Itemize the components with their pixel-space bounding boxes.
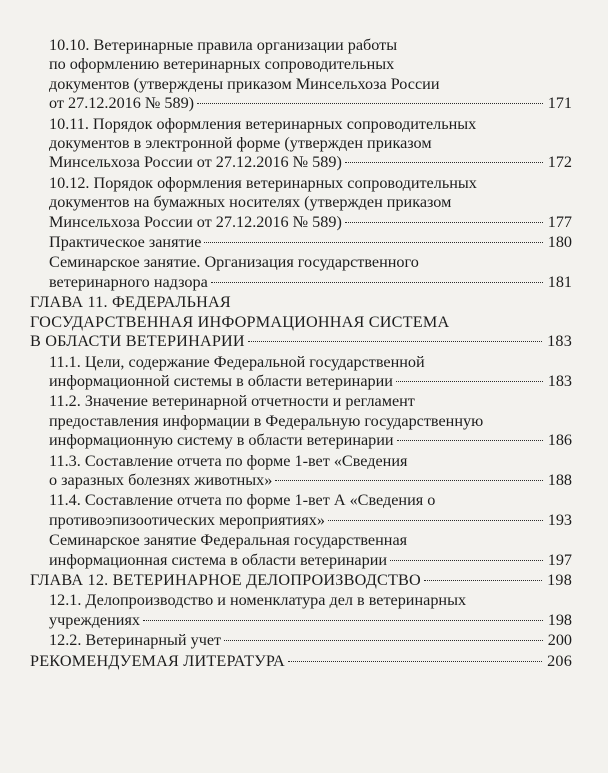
toc-section-entry[interactable]	[30, 452, 572, 491]
toc-section-entry[interactable]	[30, 491, 572, 530]
toc-entry-text: В ОБЛАСТИ ВЕТЕРИНАРИИ	[30, 332, 245, 351]
toc-entry-last-line	[49, 94, 572, 113]
toc-entry-text: РЕКОМЕНДУЕМАЯ ЛИТЕРАТУРА	[30, 651, 285, 670]
dot-leader	[248, 341, 542, 342]
toc-entry-text: Минсельхоза России от 27.12.2016 № 589)	[49, 212, 342, 231]
toc-entry-last-line	[49, 631, 572, 650]
toc-entry-last-line	[49, 233, 572, 252]
toc-entry-text: противоэпизоотических мероприятиях»	[49, 510, 325, 529]
dot-leader	[345, 162, 543, 163]
dot-leader	[275, 480, 542, 481]
page-number: 197	[547, 550, 572, 569]
toc-entry-text: Практическое занятие	[49, 233, 202, 252]
page-number: 193	[547, 510, 572, 529]
page-number: 172	[547, 153, 572, 172]
dot-leader	[328, 520, 543, 521]
toc-section-entry[interactable]	[30, 353, 572, 392]
toc-entry-text: предоставления информации в Федеральную государственную	[49, 411, 484, 430]
dot-leader	[197, 103, 543, 104]
toc-entry-text: информационной системы в области ветеринарии	[49, 371, 393, 390]
toc-entry-last-line	[49, 471, 572, 490]
toc-entry-last-line	[49, 273, 572, 292]
toc-entry-last-line	[49, 431, 572, 450]
toc-entry-text: ГЛАВА 12. ВЕТЕРИНАРНОЕ ДЕЛОПРОИЗВОДСТВО	[30, 570, 421, 589]
page-number: 180	[547, 233, 572, 252]
toc-entry-text: учреждениях	[49, 610, 140, 629]
toc-entry-text: 10.11. Порядок оформления ветеринарных сопроводительных	[49, 114, 477, 133]
toc-chapter-entry[interactable]	[30, 293, 572, 351]
toc-entry-last-line	[30, 571, 572, 590]
toc-section-entry[interactable]	[30, 631, 572, 650]
toc-entry-text: информационную систему в области ветеринарии	[49, 431, 394, 450]
page-number: 200	[547, 631, 572, 650]
toc-section-entry[interactable]	[30, 233, 572, 252]
toc-entry-text: ГОСУДАРСТВЕННАЯ ИНФОРМАЦИОННАЯ СИСТЕМА	[30, 312, 450, 331]
toc-entry-last-line	[49, 153, 572, 172]
toc-entry-text: 12.2. Ветеринарный учет	[49, 631, 222, 650]
toc-entry-text: 11.2. Значение ветеринарной отчетности и регламент	[49, 392, 415, 411]
page-number: 198	[547, 570, 572, 589]
toc-entry-text: 10.12. Порядок оформления ветеринарных сопроводительных	[49, 173, 477, 192]
dot-leader	[224, 640, 543, 641]
toc-chapter-entry[interactable]	[30, 571, 572, 590]
toc-entry-text: по оформлению ветеринарных сопроводительных	[49, 55, 395, 74]
dot-leader	[345, 222, 543, 223]
toc-section-entry[interactable]	[30, 531, 572, 570]
table-of-contents	[30, 36, 572, 671]
page-number: 198	[547, 610, 572, 629]
page-number: 183	[547, 371, 572, 390]
toc-entry-text: от 27.12.2016 № 589)	[49, 94, 195, 113]
page-number: 188	[547, 470, 572, 489]
toc-section-entry[interactable]	[30, 591, 572, 630]
dot-leader	[204, 242, 542, 243]
toc-entry-last-line	[49, 213, 572, 232]
dot-leader	[396, 381, 543, 382]
toc-entry-text: Семинарское занятие Федеральная государственная	[49, 531, 408, 550]
toc-entry-text: ГЛАВА 11. ФЕДЕРАЛЬНАЯ	[30, 293, 231, 312]
toc-entry-last-line	[30, 652, 572, 671]
toc-section-entry[interactable]	[30, 174, 572, 232]
page-number: 183	[547, 332, 572, 351]
dot-leader	[143, 620, 543, 621]
toc-entry-text: документов в электронной форме (утвержден приказом	[49, 134, 432, 153]
toc-section-entry[interactable]	[30, 115, 572, 173]
page-number: 206	[547, 651, 572, 670]
toc-entry-text: Семинарское занятие. Организация государственного	[49, 253, 419, 272]
toc-entry-text: документов на бумажных носителях (утвержден приказом	[49, 193, 452, 212]
toc-entry-last-line	[49, 611, 572, 630]
toc-entry-text: 10.10. Ветеринарные правила организации работы	[49, 36, 398, 54]
toc-entry-text: 11.3. Составление отчета по форме 1-вет «Сведения	[49, 451, 408, 470]
toc-entry-last-line	[49, 511, 572, 530]
toc-entry-text: 11.4. Составление отчета по форме 1-вет А «Сведения о	[49, 491, 436, 510]
page-number: 181	[547, 272, 572, 291]
dot-leader	[390, 560, 543, 561]
toc-section-entry[interactable]	[30, 253, 572, 292]
toc-chapter-entry[interactable]	[30, 652, 572, 671]
toc-entry-text: документов (утверждены приказом Минсельхоза России	[49, 74, 440, 93]
page-number: 171	[547, 94, 572, 113]
dot-leader	[211, 282, 543, 283]
dot-leader	[424, 580, 542, 581]
toc-entry-text: информационная система в области ветеринарии	[49, 550, 388, 569]
toc-section-entry[interactable]	[30, 36, 572, 114]
toc-entry-text: 11.1. Цели, содержание Федеральной государственной	[49, 352, 425, 371]
dot-leader	[397, 440, 543, 441]
toc-entry-last-line	[49, 372, 572, 391]
toc-entry-text: Минсельхоза России от 27.12.2016 № 589)	[49, 153, 342, 172]
toc-entry-text: ветеринарного надзора	[49, 272, 208, 291]
toc-entry-text: 12.1. Делопроизводство и номенклатура дел в ветеринарных	[49, 591, 467, 610]
toc-entry-last-line	[49, 551, 572, 570]
toc-section-entry[interactable]	[30, 392, 572, 450]
toc-entry-text: о заразных болезнях животных»	[49, 470, 273, 489]
page-number: 186	[547, 431, 572, 450]
dot-leader	[288, 661, 542, 662]
toc-entry-last-line	[30, 332, 572, 351]
page-number: 177	[547, 212, 572, 231]
